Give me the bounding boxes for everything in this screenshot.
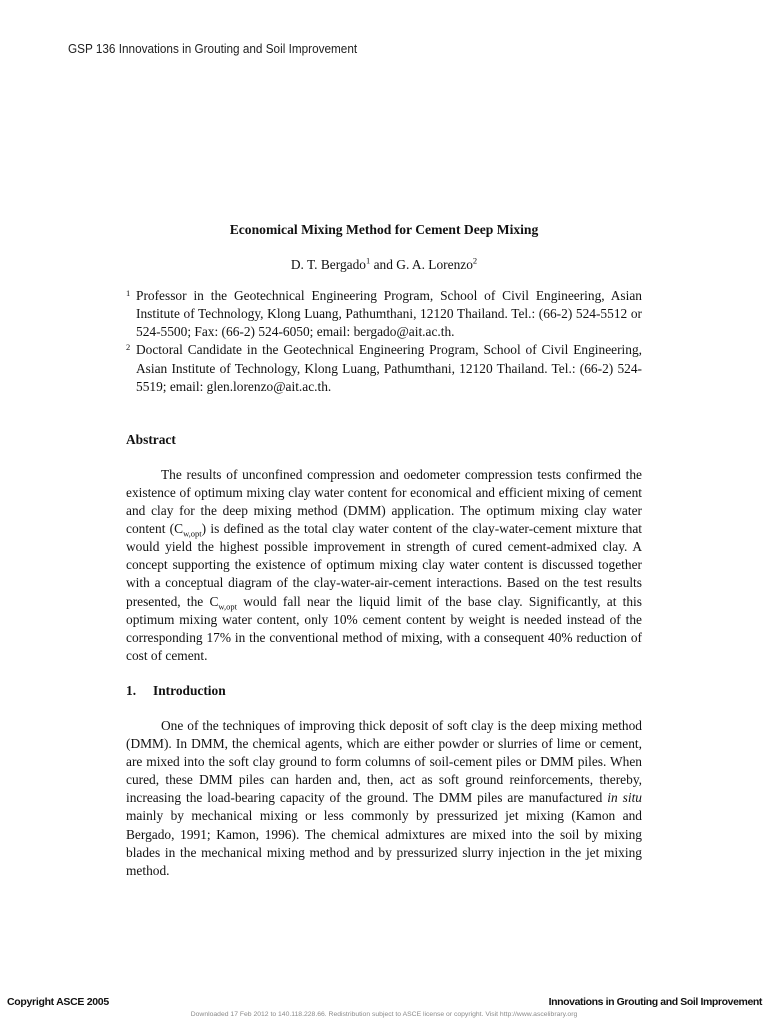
author-conjunction: and	[373, 257, 393, 273]
affiliations	[126, 287, 642, 396]
affiliation-1	[126, 287, 642, 341]
introduction-italic-term: in situ	[607, 790, 642, 806]
affiliation-2-text: Doctoral Candidate in the Geotechnical Engineering Program, School of Civil Engineering, Asian Institute of Technology, Klong Luang, Pathumthani, 12120 Thailand. Tel.: (66-2) 524-5519; email: glen.lorenzo@ait.ac.th.	[136, 342, 642, 394]
copyright-notice: Copyright ASCE 2005	[7, 996, 109, 1008]
abstract-text-1: The results of unconfined compression and oedometer compression tests confirmed the existence of optimum mixing clay water content for economical and efficient mixing of cement and clay for the deep mixing method (DMM) application. The optimum mixing clay water content (C	[126, 466, 642, 537]
paper-title: Economical Mixing Method for Cement Deep Mixing	[229, 222, 539, 237]
abstract-heading: Abstract	[126, 431, 176, 447]
abstract-subscript-2: w,opt	[218, 601, 237, 612]
abstract-text-2: ) is defined as the total clay water content of the clay-water-cement mixture that would yield the highest possible improvement in strength of cured cement-admixed clay. A concept supporting the existence of optimum mixing clay water content is discussed together with a conceptual diagram of the clay-water-air-cement interactions. Based on the test results presented, the C	[126, 521, 643, 609]
paper-body	[126, 218, 642, 893]
book-title-footer: Innovations in Grouting and Soil Improvement	[548, 996, 762, 1008]
introduction-paragraph	[126, 717, 642, 880]
running-header: GSP 136 Innovations in Grouting and Soil Improvement	[68, 42, 358, 56]
affiliation-2	[126, 341, 642, 395]
introduction-heading	[126, 682, 642, 700]
introduction-title: Introduction	[153, 682, 226, 698]
introduction-number: 1.	[126, 682, 137, 698]
abstract-text-3: would fall near the liquid limit of the base clay. Significantly, at this optimum mixing water content, only 10% cement content by weight is needed instead of the corresponding 17% in the conventional method of mixing, with a consequent 40% reduction of cost of cement.	[126, 593, 642, 663]
affiliation-1-number: 1	[126, 288, 131, 299]
abstract-paragraph	[126, 466, 642, 665]
download-notice: Downloaded 17 Feb 2012 to 140.118.228.66. Redistribution subject to ASCE license or copyright. Visit http://www.ascelibrary.org	[190, 1011, 578, 1018]
author-2: G. A. Lorenzo	[396, 257, 473, 273]
abstract-subscript-1: w,opt	[183, 528, 202, 539]
author-line	[126, 256, 642, 274]
author-2-superscript: 2	[472, 255, 478, 266]
introduction-text-1: One of the techniques of improving thick deposit of soft clay is the deep mixing method (DMM). In DMM, the chemical agents, which are either powder or slurries of lime or cement, are mixed into the soft clay ground to form columns of soil-cement piles or DMM piles. When cured, these DMM piles can harden and, then, act as soft ground reinforcements, thereby, increasing the load-bearing capacity of the ground. The DMM piles are manufactured	[126, 717, 642, 806]
affiliation-1-text: Professor in the Geotechnical Engineering Program, School of Civil Engineering, Asian Institute of Technology, Klong Luang, Pathumthani, 12120 Thailand. Tel.: (66-2) 524-5512 or 524-5500; Fax: (66-2) 524-6050; email: bergado@ait.ac.th.	[136, 288, 642, 340]
introduction-text-2: mainly by mechanical mixing or less commonly by pressurized jet mixing (Kamon and Bergado, 1991; Kamon, 1996). The chemical admixtures are mixed into the soil by mixing blades in the mechanical mixing method and by pressurized slurry injection in the jet mixing method.	[126, 808, 642, 878]
affiliation-2-number: 2	[126, 342, 131, 353]
author-1-superscript: 1	[365, 255, 371, 266]
author-1: D. T. Bergado	[290, 257, 366, 273]
